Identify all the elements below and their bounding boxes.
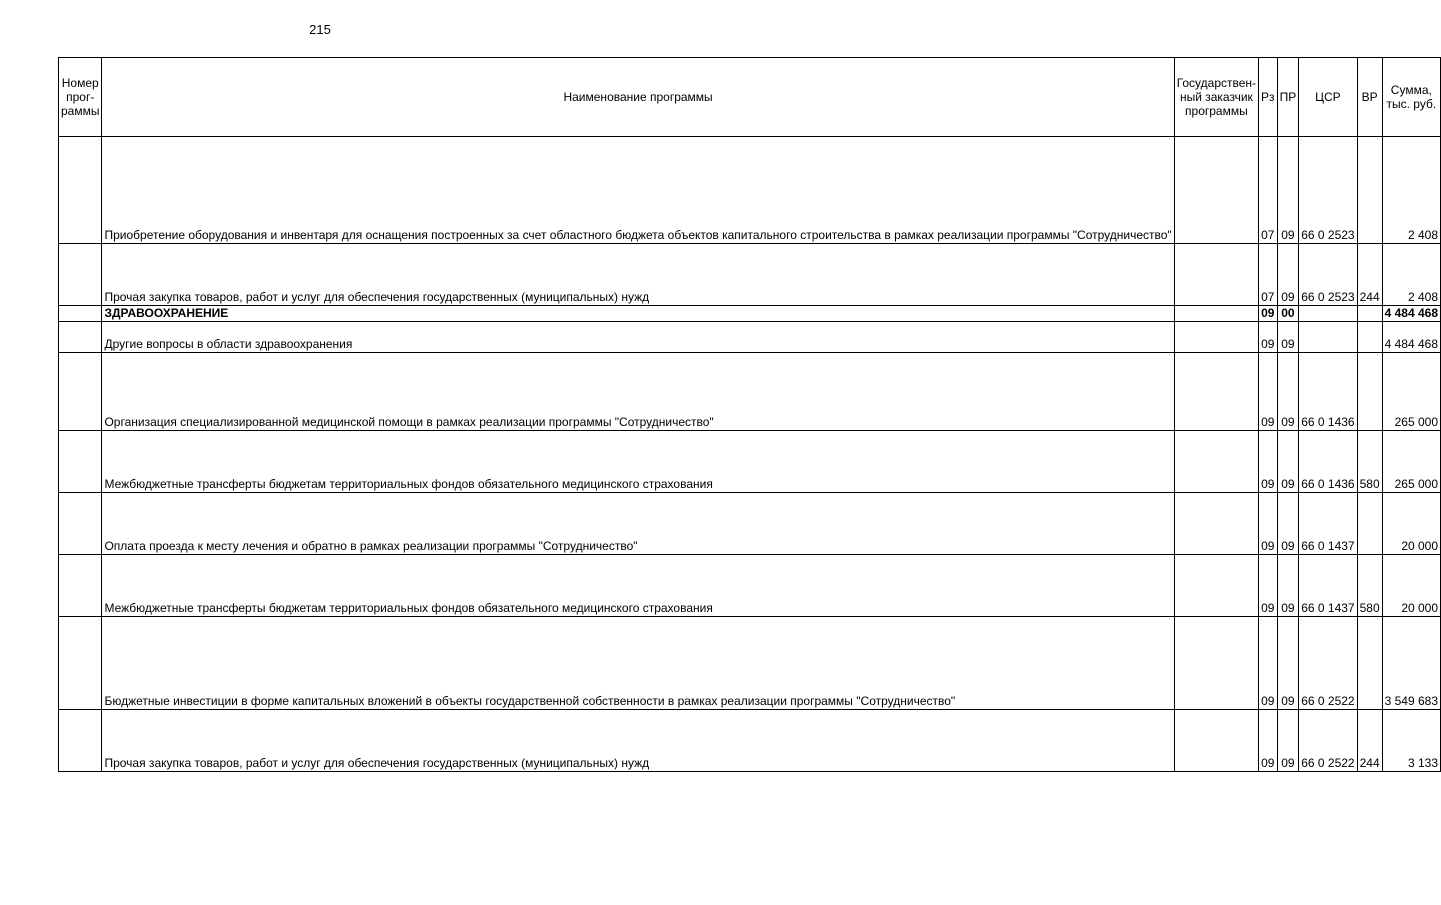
row-pr-cell: 09 [1277,431,1299,493]
row-pr-cell: 09 [1277,493,1299,555]
row-csr-cell: 66 0 1437 [1299,555,1357,617]
row-program-name-cell: Другие вопросы в области здравоохранения [102,322,1174,353]
row-sum-cell: 265 000 [1382,353,1440,431]
page-number: 215 [309,22,331,37]
header-program-number: Номер прог-раммы [59,58,102,137]
row-sum-cell: 20 000 [1382,493,1440,555]
row-pr-cell: 09 [1277,137,1299,244]
row-program-number-cell [59,555,102,617]
row-program-number-cell [59,710,102,772]
row-rz-cell: 09 [1259,431,1278,493]
row-vr-cell: 244 [1357,244,1382,306]
table-row [59,493,1441,555]
row-pr-cell: 09 [1277,322,1299,353]
row-pr-cell: 09 [1277,617,1299,710]
table-row [59,710,1441,772]
row-csr-cell: 66 0 1437 [1299,493,1357,555]
row-state-customer-cell [1174,244,1258,306]
row-vr-cell [1357,322,1382,353]
row-sum-cell: 2 408 [1382,244,1440,306]
row-csr-cell [1299,306,1357,322]
row-program-name-cell: Оплата проезда к месту лечения и обратно в рамках реализации программы "Сотрудничество" [102,493,1174,555]
row-sum-cell: 4 484 468 [1382,306,1440,322]
row-vr-cell [1357,617,1382,710]
row-rz-cell: 09 [1259,353,1278,431]
row-vr-cell [1357,306,1382,322]
table-row [59,555,1441,617]
row-vr-cell [1357,353,1382,431]
row-csr-cell: 66 0 2522 [1299,617,1357,710]
row-pr-cell: 09 [1277,244,1299,306]
header-state-customer: Государствен-ный заказчик программы [1174,58,1258,137]
row-program-name-cell: Межбюджетные трансферты бюджетам территориальных фондов обязательного медицинского страхования [102,555,1174,617]
row-state-customer-cell [1174,710,1258,772]
row-sum-cell: 4 484 468 [1382,322,1440,353]
row-pr-cell: 09 [1277,353,1299,431]
row-program-number-cell [59,353,102,431]
row-rz-cell: 09 [1259,555,1278,617]
row-program-name-cell: ЗДРАВООХРАНЕНИЕ [102,306,1174,322]
row-program-number-cell [59,322,102,353]
row-program-name-cell: Прочая закупка товаров, работ и услуг для обеспечения государственных (муниципальных) нужд [102,710,1174,772]
row-vr-cell: 580 [1357,431,1382,493]
row-sum-cell: 265 000 [1382,431,1440,493]
table-row [59,306,1441,322]
row-csr-cell: 66 0 2522 [1299,710,1357,772]
row-state-customer-cell [1174,617,1258,710]
row-csr-cell: 66 0 2523 [1299,244,1357,306]
row-program-number-cell [59,137,102,244]
row-program-number-cell [59,493,102,555]
table-row [59,137,1441,244]
row-state-customer-cell [1174,555,1258,617]
row-sum-cell: 3 549 683 [1382,617,1440,710]
row-program-number-cell [59,617,102,710]
row-program-name-cell: Межбюджетные трансферты бюджетам территориальных фондов обязательного медицинского страхования [102,431,1174,493]
row-rz-cell: 09 [1259,617,1278,710]
row-csr-cell: 66 0 1436 [1299,353,1357,431]
row-vr-cell [1357,137,1382,244]
table-row [59,244,1441,306]
row-sum-cell: 3 133 [1382,710,1440,772]
header-rz: Рз [1259,58,1278,137]
row-state-customer-cell [1174,137,1258,244]
row-csr-cell [1299,322,1357,353]
budget-table [58,57,1441,772]
row-pr-cell: 00 [1277,306,1299,322]
table-row [59,322,1441,353]
row-program-number-cell [59,244,102,306]
row-program-name-cell: Бюджетные инвестиции в форме капитальных вложений в объекты государственной собственности в рамках реализации программы "Сотрудничество" [102,617,1174,710]
row-vr-cell: 244 [1357,710,1382,772]
row-state-customer-cell [1174,322,1258,353]
row-rz-cell: 09 [1259,306,1278,322]
row-vr-cell: 580 [1357,555,1382,617]
table-row [59,353,1441,431]
row-sum-cell: 20 000 [1382,555,1440,617]
table-body [59,137,1441,772]
row-rz-cell: 09 [1259,322,1278,353]
row-csr-cell: 66 0 2523 [1299,137,1357,244]
row-program-name-cell: Приобретение оборудования и инвентаря для оснащения построенных за счет областного бюджета объектов капитального строительства в рамках реализации программы "Сотрудничество" [102,137,1174,244]
row-state-customer-cell [1174,493,1258,555]
row-program-name-cell: Прочая закупка товаров, работ и услуг для обеспечения государственных (муниципальных) нужд [102,244,1174,306]
row-sum-cell: 2 408 [1382,137,1440,244]
row-rz-cell: 07 [1259,137,1278,244]
row-state-customer-cell [1174,306,1258,322]
header-vr: ВР [1357,58,1382,137]
row-csr-cell: 66 0 1436 [1299,431,1357,493]
header-sum: Сумма, тыс. руб. [1382,58,1440,137]
row-state-customer-cell [1174,353,1258,431]
row-pr-cell: 09 [1277,555,1299,617]
row-program-number-cell [59,306,102,322]
row-rz-cell: 09 [1259,710,1278,772]
header-pr: ПР [1277,58,1299,137]
row-rz-cell: 07 [1259,244,1278,306]
row-pr-cell: 09 [1277,710,1299,772]
table-row [59,431,1441,493]
row-program-name-cell: Организация специализированной медицинской помощи в рамках реализации программы "Сотрудничество" [102,353,1174,431]
header-program-name: Наименование программы [102,58,1174,137]
row-vr-cell [1357,493,1382,555]
header-csr: ЦСР [1299,58,1357,137]
table-row [59,617,1441,710]
row-state-customer-cell [1174,431,1258,493]
table-header-row [59,58,1441,137]
row-program-number-cell [59,431,102,493]
row-rz-cell: 09 [1259,493,1278,555]
